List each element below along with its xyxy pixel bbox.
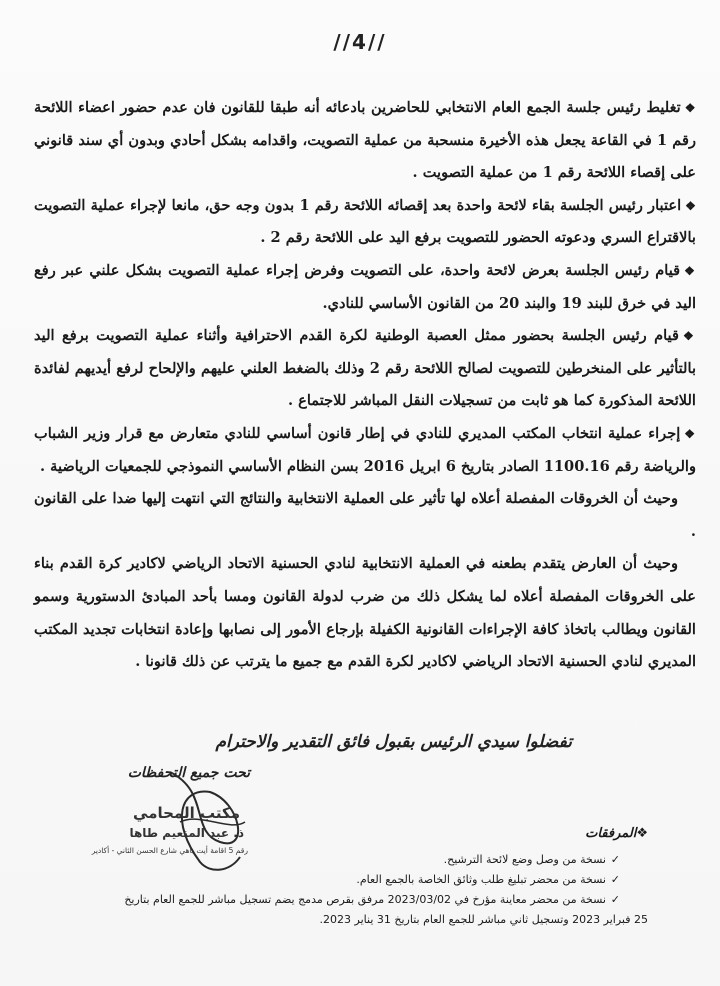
paragraph-violation-1: ❖ تغليط رئيس جلسة الجمع العام الانتخابي للحاضرين بادعائه أنه طبقا للقانون فان عدم حضور اعضاء اللائحة رقم 1 في القاعة يجعل هذه الأخيرة منسحبة من عملية التصويت، واقدامه بشكل أحادي وبدون أي سند قانوني على إقصاء اللائحة رقم 1 من عملية التصويت . bbox=[34, 92, 696, 190]
attachments-title: ❖ المرفقات bbox=[585, 826, 648, 841]
closing-reservations: تحت جميع التحفظات bbox=[127, 765, 250, 781]
stamp-address: رقم 5 اقامة أيت باهي شارع الحسن الثاني - أكادير bbox=[91, 846, 248, 855]
paragraph-whereas-2: وحيث أن العارض يتقدم بطعنه في العملية الانتخابية لنادي الحسنية الاتحاد الرياضي لاكادير كرة القدم بناء على الخروقات المفصلة أعلاه لما يشكل ذلك من ضرب لدولة القانون ومسا بأحد المبادئ الدستورية وسمو القانون ويطالب باتخاذ كافة الإجراءات القانونية الكفيلة بإرجاع الأمور إلى نصابها وإعادة انتخابات تجديد المكتب المديري لنادي الحسنية الاتحاد الرياضي لاكادير لكرة القدم مع جميع ما يترتب عن ذلك قانونا . bbox=[34, 555, 696, 671]
attachment-continuation: 25 فبراير 2023 وتسجيل ثاني مباشر للجمع العام بتاريخ 31 يناير 2023. bbox=[319, 913, 648, 926]
document-body bbox=[34, 92, 696, 679]
attachment-item: ✓ نسخة من وصل وضع لائحة الترشيح. bbox=[60, 850, 620, 870]
paragraph-violation-2: ❖ اعتبار رئيس الجلسة بقاء لائحة واحدة بعد إقصائه اللائحة رقم 1 بدون وجه حق، مانعا لإجراء عملية التصويت بالاقتراع السري ودعوته الحضور للتصويت برفع اليد على اللائحة رقم 2 . bbox=[34, 190, 696, 255]
stamp-office-label: مكتب المحامي bbox=[133, 804, 240, 822]
attachments-list bbox=[60, 850, 620, 910]
stamp-lawyer-name: ذ. عبد المنعيم طاها bbox=[129, 826, 244, 840]
paragraph-violation-5: ❖ إجراء عملية انتخاب المكتب المديري للنادي في إطار قانون أساسي للنادي متعارض مع قرار وزير الشباب والرياضة رقم 1100.16 الصادر بتاريخ 6 ابريل 2016 بسن النظام الأساسي النموذجي للجمعيات الرياضية . bbox=[34, 418, 696, 483]
closing-salutation: تفضلوا سيدي الرئيس بقبول فائق التقدير والاحترام bbox=[215, 732, 572, 752]
attachment-item: ✓ نسخة من محضر تبليغ طلب وثائق الخاصة بالجمع العام. bbox=[60, 870, 620, 890]
page-number: //4// bbox=[333, 30, 387, 54]
attachment-item: ✓ نسخة من محضر معاينة مؤرخ في 2023/03/02 مرفق بقرص مدمج يضم تسجيل مباشر للجمع العام بتاريخ bbox=[60, 890, 620, 910]
paragraph-violation-3: ❖ قيام رئيس الجلسة بعرض لائحة واحدة، على التصويت وفرض إجراء عملية التصويت بشكل علني عبر رفع اليد في خرق للبند 19 والبند 20 من القانون الأساسي للنادي. bbox=[34, 255, 696, 320]
paragraph-violation-4: ❖ قيام رئيس الجلسة بحضور ممثل العصبة الوطنية لكرة القدم الاحترافية وأثناء عملية التصويت برفع اليد بالتأثير على المنخرطين للتصويت لصالح اللائحة رقم 2 وذلك بالضغط العلني عليهم والإلحاح لرفع أيديهم لفائدة اللائحة المذكورة كما هو ثابت من تسجيلات النقل المباشر للاجتماع . bbox=[34, 320, 696, 418]
paragraph-whereas-1: وحيث أن الخروقات المفصلة أعلاه لها تأثير على العملية الانتخابية والنتائج التي انتهت إليها ضدا على القانون . bbox=[34, 490, 696, 540]
